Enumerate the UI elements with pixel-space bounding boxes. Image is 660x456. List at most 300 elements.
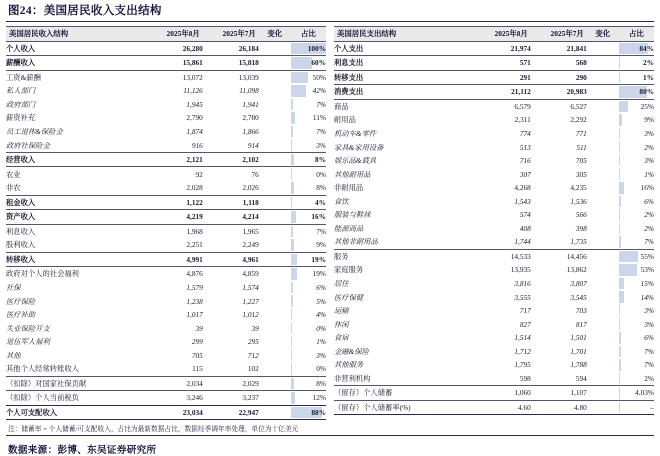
- expense-row-change: [587, 70, 619, 85]
- share-bar: [619, 278, 624, 290]
- table-row: [334, 154, 654, 168]
- share-value: 16%: [311, 212, 326, 222]
- expense-row-label: 家具&家用设备: [334, 142, 384, 152]
- income-row-value-current: 1,017: [186, 310, 203, 320]
- share-value: 16%: [640, 183, 654, 193]
- share-value: 4.03%: [635, 388, 654, 398]
- income-row-value-previous: 39: [251, 323, 259, 333]
- share-value: 2%: [644, 223, 654, 233]
- expense-row-value-previous: 703: [575, 306, 587, 316]
- income-row-share: [291, 294, 326, 308]
- expense-row-value-previous: 1,107: [531, 386, 587, 401]
- expense-row-value-current: 3,816: [514, 278, 531, 288]
- expense-row-change: [587, 372, 619, 386]
- income-row-change: [259, 224, 291, 238]
- income-row-value-previous: 13,039: [203, 70, 259, 84]
- income-row-change: [259, 267, 291, 281]
- share-bar: [619, 114, 622, 126]
- income-row-share: [291, 391, 326, 406]
- share-value: 2%: [644, 142, 654, 152]
- income-row-change: [259, 349, 291, 363]
- expense-row-value-current: 291: [475, 70, 531, 85]
- table-row: [6, 210, 326, 225]
- expense-row-label: 家庭服务: [334, 265, 364, 275]
- income-row-value-previous: 26,184: [203, 41, 259, 56]
- share-value: 1%: [643, 72, 654, 82]
- expense-row-share: [619, 181, 654, 195]
- share-bar: [619, 57, 620, 69]
- expense-row-label: 食饮: [334, 196, 349, 206]
- expense-row-value-previous: 14,456: [531, 249, 587, 263]
- share-bar: [619, 291, 624, 303]
- expense-row-value-previous: 3,807: [570, 278, 587, 288]
- expense-row-value-previous: 1,735: [570, 237, 587, 247]
- expense-row-value-previous: 705: [575, 156, 587, 166]
- expense-row-label: 休闲: [334, 319, 349, 329]
- expense-row-change: [587, 113, 619, 127]
- share-bar: [291, 72, 309, 84]
- share-bar: [291, 295, 293, 307]
- expense-row-share: [619, 400, 654, 415]
- expense-row-share: [619, 249, 654, 263]
- income-row-value-previous: 2,102: [203, 152, 259, 167]
- share-bar: [619, 264, 638, 276]
- expense-row-label: 其他耐用品: [334, 169, 371, 179]
- expense-row-value-previous: 568: [531, 56, 587, 71]
- income-header-change: 变化: [259, 27, 291, 42]
- share-value: 14%: [640, 292, 654, 302]
- table-row: [334, 167, 654, 181]
- income-row-share: [291, 335, 326, 349]
- table-row: [6, 349, 326, 363]
- share-bar: [619, 223, 620, 235]
- income-row-value-current: 11,126: [183, 86, 203, 96]
- share-value: 25%: [640, 101, 654, 111]
- expense-header-pct: 占比: [619, 27, 654, 42]
- data-source: 数据来源：彭博、东吴证券研究所: [8, 445, 157, 456]
- income-row-value-current: 1,122: [147, 195, 203, 210]
- share-value: 8%: [315, 155, 326, 165]
- income-row-change: [259, 210, 291, 225]
- expense-row-change: [587, 400, 619, 415]
- share-value: 3%: [644, 319, 654, 329]
- income-row-share: [291, 125, 326, 139]
- table-row: [6, 167, 326, 181]
- expense-row-value-current: 574: [519, 210, 531, 220]
- income-row-share: [291, 308, 326, 322]
- income-row-label: （扣除）个人当前税负: [6, 391, 147, 406]
- expense-row-label: 非耐用品: [334, 183, 364, 193]
- share-value: 6%: [316, 282, 326, 292]
- share-value: 100%: [307, 43, 326, 53]
- expense-row-value-previous: 2,292: [570, 115, 587, 125]
- expense-row-value-previous: 771: [575, 128, 587, 138]
- table-row: [334, 99, 654, 113]
- income-row-value-current: 1,968: [147, 224, 203, 238]
- expense-row-share: [619, 41, 654, 56]
- income-row-label: 工资&薪酬: [6, 70, 147, 84]
- expense-row-change: [587, 235, 619, 249]
- income-row-label: 政府部门: [6, 99, 36, 109]
- expense-row-label: 运输: [334, 306, 349, 316]
- income-row-value-previous: 1,574: [242, 282, 259, 292]
- expense-row-change: [587, 304, 619, 318]
- table-row: [6, 308, 326, 322]
- share-value: 12%: [312, 393, 326, 403]
- share-bar: [619, 128, 620, 140]
- income-row-value-previous: 1,941: [242, 99, 259, 109]
- income-header-pct: 占比: [291, 27, 326, 42]
- income-row-change: [259, 391, 291, 406]
- income-row-share: [291, 281, 326, 295]
- income-row-change: [259, 152, 291, 167]
- income-row-value-previous: 11,098: [239, 86, 259, 96]
- income-row-change: [259, 125, 291, 139]
- share-bar: [291, 85, 306, 97]
- table-row: [334, 372, 654, 386]
- share-bar: [291, 57, 312, 69]
- expense-row-value-current: 598: [519, 373, 531, 383]
- income-row-value-previous: 712: [247, 350, 259, 360]
- expense-row-share: [619, 167, 654, 181]
- income-row-change: [259, 195, 291, 210]
- share-value: 2%: [644, 210, 654, 220]
- share-value: 42%: [312, 86, 326, 96]
- table-row: [6, 138, 326, 152]
- share-value: 7%: [644, 346, 654, 356]
- expense-header-change: 变化: [587, 27, 619, 42]
- income-row-share: [291, 349, 326, 363]
- income-row-value-previous: 1,012: [242, 310, 259, 320]
- income-row-label: 员工退休&保险金: [6, 126, 63, 136]
- share-bar: [291, 154, 294, 166]
- income-row-value-previous: 2,780: [242, 113, 259, 123]
- share-bar: [291, 378, 294, 390]
- expense-table-wrapper: [334, 26, 654, 415]
- table-row: [334, 113, 654, 127]
- expense-row-value-current: 716: [519, 156, 531, 166]
- expense-row-value-current: 3,555: [514, 292, 531, 302]
- income-row-share: [291, 376, 326, 391]
- share-bar: [619, 155, 620, 167]
- expense-header-label: 美国居民支出结构: [334, 27, 475, 42]
- income-row-change: [259, 98, 291, 112]
- tables-container: [6, 26, 654, 420]
- expense-row-value-current: 4,268: [514, 183, 531, 193]
- income-row-share: [291, 84, 326, 98]
- table-row: [6, 335, 326, 349]
- expense-row-label: 商品: [334, 99, 475, 113]
- expense-row-change: [587, 127, 619, 141]
- income-row-share: [291, 267, 326, 281]
- expense-row-label: 服务: [334, 249, 475, 263]
- share-bar: [291, 309, 292, 321]
- table-row: [6, 111, 326, 125]
- income-row-label: 股利收入: [6, 240, 36, 250]
- share-bar: [291, 282, 293, 294]
- income-row-label: 医疗补助: [6, 310, 36, 320]
- expense-row-value-current: 6,579: [475, 99, 531, 113]
- income-row-label: 退伍军人福利: [6, 337, 50, 347]
- expense-row-share: [619, 386, 654, 401]
- share-value: 11%: [312, 113, 326, 123]
- income-row-value-previous: 22,947: [203, 405, 259, 420]
- income-row-label: 租金收入: [6, 195, 147, 210]
- expense-row-value-current: 513: [519, 142, 531, 152]
- income-row-change: [259, 376, 291, 391]
- expense-row-value-current: 307: [519, 169, 531, 179]
- expense-row-share: [619, 317, 654, 331]
- table-row: [6, 125, 326, 139]
- share-bar: [291, 139, 292, 151]
- income-row-value-current: 1,874: [186, 126, 203, 136]
- expense-row-share: [619, 208, 654, 222]
- expense-row-value-previous: 511: [576, 142, 587, 152]
- share-bar: [619, 402, 620, 414]
- expense-row-label: 娱乐品&载具: [334, 156, 377, 166]
- table-row: [334, 386, 654, 401]
- share-value: 3%: [644, 128, 654, 138]
- income-row-change: [259, 138, 291, 152]
- income-row-label: 医疗保险: [6, 296, 36, 306]
- expense-row-change: [587, 41, 619, 56]
- income-row-value-previous: 76: [203, 167, 259, 181]
- income-row-share: [291, 111, 326, 125]
- expense-row-share: [619, 304, 654, 318]
- income-row-value-current: 705: [191, 350, 203, 360]
- expense-row-value-current: 13,935: [510, 265, 531, 275]
- expense-row-label: （留存）个人储蓄率(%): [334, 400, 475, 415]
- share-bar: [291, 226, 293, 238]
- expense-row-change: [587, 263, 619, 277]
- share-value: 19%: [312, 269, 326, 279]
- share-value: 7%: [316, 126, 326, 136]
- income-row-value-previous: 15,818: [203, 56, 259, 71]
- income-row-value-current: 115: [192, 364, 203, 374]
- table-row: [334, 127, 654, 141]
- share-bar: [619, 332, 621, 344]
- expense-row-share: [619, 70, 654, 85]
- income-table-body: [6, 41, 326, 420]
- expense-row-label: 食宿: [334, 333, 349, 343]
- share-bar: [619, 196, 621, 208]
- figure-note: 注：储蓄率 = 个人储蓄/可支配收入，占比为最新数据占比，数据经季调年率处理，单位为十亿美元: [6, 420, 654, 436]
- expense-row-change: [587, 331, 619, 345]
- income-row-label: 非农: [6, 183, 21, 193]
- share-bar: [619, 346, 621, 358]
- expense-row-value-current: 717: [519, 306, 531, 316]
- share-value: 4%: [315, 197, 326, 207]
- income-row-label: 其他个人经常转账收入: [6, 364, 79, 374]
- share-value: 1%: [316, 337, 326, 347]
- expense-row-share: [619, 113, 654, 127]
- expense-row-value-current: 1,744: [514, 237, 531, 247]
- income-row-change: [259, 321, 291, 335]
- expense-row-value-previous: 305: [575, 169, 587, 179]
- income-row-value-current: 39: [195, 323, 203, 333]
- income-row-share: [291, 224, 326, 238]
- expense-row-value-previous: 4,235: [570, 183, 587, 193]
- table-row: [334, 263, 654, 277]
- share-value: 9%: [316, 240, 326, 250]
- income-row-label: 个人可支配收入: [6, 405, 147, 420]
- income-row-share: [291, 138, 326, 152]
- table-row: [6, 70, 326, 84]
- expense-table: [334, 26, 654, 415]
- expense-row-label: 转移支出: [334, 70, 475, 85]
- income-row-share: [291, 56, 326, 71]
- income-row-change: [259, 56, 291, 71]
- expense-row-value-current: 1,543: [514, 196, 531, 206]
- share-bar: [619, 101, 628, 113]
- income-row-value-current: 2,790: [186, 113, 203, 123]
- expense-row-value-current: 14,533: [475, 249, 531, 263]
- income-row-value-current: 4,219: [147, 210, 203, 225]
- share-bar: [619, 182, 625, 194]
- expense-row-value-previous: 3,545: [570, 292, 587, 302]
- income-row-label: 薪资补充: [6, 113, 36, 123]
- expense-row-change: [587, 140, 619, 154]
- expense-row-share: [619, 358, 654, 372]
- income-table-header-row: [6, 27, 326, 42]
- expense-row-value-current: 408: [519, 223, 531, 233]
- table-row: [334, 56, 654, 71]
- income-row-value-current: 2,251: [186, 240, 203, 250]
- expense-row-share: [619, 222, 654, 236]
- income-row-label: 政府对个人的社会福利: [6, 267, 147, 281]
- expense-row-value-current: 1,060: [475, 386, 531, 401]
- expense-header-v2: 2025年7月: [531, 27, 587, 42]
- table-row: [334, 358, 654, 372]
- expense-row-label: 其他服务: [334, 360, 364, 370]
- income-row-value-previous: 4,961: [203, 252, 259, 267]
- share-value: 9%: [644, 115, 654, 125]
- share-bar: [291, 182, 294, 194]
- table-row: [334, 400, 654, 415]
- expense-row-value-previous: 594: [575, 373, 587, 383]
- income-row-share: [291, 152, 326, 167]
- share-value: 7%: [644, 237, 654, 247]
- income-row-change: [259, 294, 291, 308]
- expense-table-header-row: [334, 27, 654, 42]
- table-row: [6, 224, 326, 238]
- title-divider: [6, 21, 654, 22]
- expense-row-change: [587, 85, 619, 100]
- share-bar: [291, 322, 292, 334]
- share-value: 3%: [644, 156, 654, 166]
- table-row: [334, 208, 654, 222]
- income-row-label: 其他: [6, 350, 21, 360]
- income-row-value-current: 15,861: [147, 56, 203, 71]
- share-value: 3%: [644, 306, 654, 316]
- share-bar: [619, 251, 638, 263]
- expense-row-value-current: 2,311: [514, 115, 531, 125]
- expense-row-value-current: 827: [519, 319, 531, 329]
- table-row: [6, 152, 326, 167]
- income-header-label: 美国居民收入结构: [6, 27, 147, 42]
- share-bar: [291, 268, 298, 280]
- income-row-change: [259, 84, 291, 98]
- share-bar: [619, 168, 620, 180]
- expense-row-value-previous: 290: [531, 70, 587, 85]
- share-value: 0%: [316, 364, 326, 374]
- share-bar: [291, 350, 292, 362]
- share-bar: [291, 254, 298, 266]
- table-row: [6, 405, 326, 420]
- income-row-value-previous: 1,118: [203, 195, 259, 210]
- share-value: 15%: [640, 278, 654, 288]
- share-value: 0%: [316, 323, 326, 333]
- expense-row-change: [587, 195, 619, 209]
- table-row: [334, 140, 654, 154]
- table-row: [6, 238, 326, 252]
- income-row-value-previous: 1,866: [242, 126, 259, 136]
- table-row: [6, 41, 326, 56]
- expense-row-change: [587, 181, 619, 195]
- table-row: [6, 376, 326, 391]
- expense-row-share: [619, 85, 654, 100]
- income-row-label: 资产收入: [6, 210, 147, 225]
- income-table: [6, 26, 326, 420]
- income-row-change: [259, 70, 291, 84]
- share-bar: [291, 239, 294, 251]
- expense-row-share: [619, 99, 654, 113]
- expense-row-label: 非营利机构: [334, 373, 371, 383]
- share-value: 1%: [644, 169, 654, 179]
- income-row-change: [259, 335, 291, 349]
- table-row: [6, 294, 326, 308]
- expense-row-change: [587, 249, 619, 263]
- expense-row-share: [619, 127, 654, 141]
- table-row: [334, 222, 654, 236]
- share-value: 2%: [644, 373, 654, 383]
- expense-row-label: （留存）个人储蓄: [334, 386, 475, 401]
- share-value: 7%: [316, 226, 326, 236]
- table-row: [6, 267, 326, 281]
- income-row-share: [291, 70, 326, 84]
- income-row-value-previous: 295: [247, 337, 259, 347]
- income-row-change: [259, 181, 291, 195]
- share-bar: [291, 168, 292, 180]
- expense-row-share: [619, 372, 654, 386]
- expense-row-label: 其他非耐用品: [334, 237, 378, 247]
- income-row-share: [291, 362, 326, 376]
- expense-row-share: [619, 277, 654, 291]
- share-value: 8%: [316, 183, 326, 193]
- share-bar: [619, 72, 620, 84]
- income-row-share: [291, 41, 326, 56]
- expense-row-value-previous: 398: [575, 223, 587, 233]
- table-row: [334, 249, 654, 263]
- income-row-value-current: 13,072: [147, 70, 203, 84]
- share-value: 55%: [640, 251, 654, 261]
- expense-row-share: [619, 345, 654, 359]
- income-table-wrapper: [6, 26, 326, 420]
- income-row-label: （扣除）对国家社保贡献: [6, 376, 147, 391]
- expense-row-change: [587, 277, 619, 291]
- table-row: [334, 290, 654, 304]
- share-bar: [291, 336, 292, 348]
- income-row-change: [259, 405, 291, 420]
- income-row-share: [291, 210, 326, 225]
- table-row: [334, 345, 654, 359]
- income-row-share: [291, 238, 326, 252]
- share-value: 7%: [644, 360, 654, 370]
- share-value: 3%: [316, 140, 326, 150]
- income-row-change: [259, 111, 291, 125]
- table-row: [334, 195, 654, 209]
- income-row-label: 失业保险开支: [6, 323, 50, 333]
